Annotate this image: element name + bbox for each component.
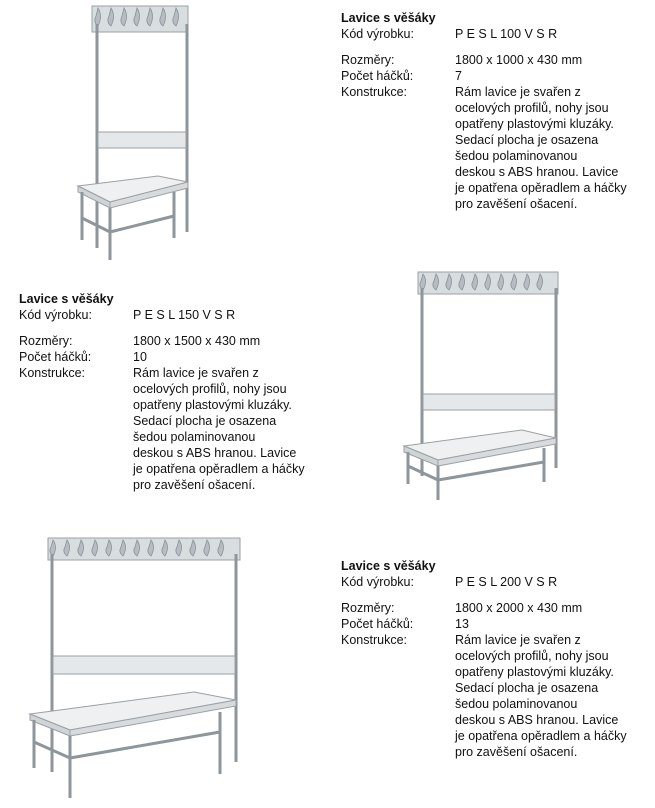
construction-text: Rám lavice je svařen z ocelových profilů, nohy jsou opatřeny plastovými kluzáky. Sedací plocha je osazena šedou polaminovanou deskou s ABS hranou. Lavice je opatřena opěradlem a háčky pro zavěšení ošacení. [133, 366, 305, 492]
bench-drawing-1 [70, 4, 200, 266]
hook-count: 7 [455, 69, 462, 83]
dimensions: 1800 x 1000 x 430 mm [455, 53, 583, 67]
spec-block-2 [19, 291, 349, 493]
code-label: Kód výrobku: [341, 575, 414, 589]
construction-label: Konstrukce: [19, 366, 86, 380]
coat-hooks-1 [92, 6, 188, 32]
coat-hooks-2 [418, 272, 558, 294]
construction-label: Konstrukce: [341, 633, 408, 647]
bench-image-1 [70, 4, 200, 266]
construction-text: Rám lavice je svařen z ocelových profilů, nohy jsou opatřeny plastovými kluzáky. Sedací plocha je osazena šedou polaminovanou deskou s ABS hranou. Lavice je opatřena opěradlem a háčky pro zavěšení ošacení. [455, 85, 627, 211]
bench-drawing-2 [398, 270, 570, 506]
dimensions: 1800 x 2000 x 430 mm [455, 601, 583, 615]
product-code: P E S L 150 V S R [133, 308, 236, 322]
spec-block-3 [341, 558, 646, 760]
dimensions: 1800 x 1500 x 430 mm [133, 334, 261, 348]
coat-hooks-3 [48, 538, 240, 560]
hooks-label: Počet háčků: [341, 617, 414, 631]
hooks-label: Počet háčků: [19, 350, 92, 364]
product-title: Lavice s věšáky [341, 11, 436, 25]
hooks-label: Počet háčků: [341, 69, 414, 83]
hook-count: 10 [133, 350, 147, 364]
bench-image-3 [24, 536, 246, 804]
hook-count: 13 [455, 617, 469, 631]
bench-image-2 [398, 270, 570, 506]
dims-label: Rozměry: [341, 601, 395, 615]
construction-label: Konstrukce: [341, 85, 408, 99]
product-code: P E S L 100 V S R [455, 27, 558, 41]
spec-block-1 [341, 10, 646, 212]
dims-label: Rozměry: [19, 334, 73, 348]
dims-label: Rozměry: [341, 53, 395, 67]
code-label: Kód výrobku: [341, 27, 414, 41]
product-code: P E S L 200 V S R [455, 575, 558, 589]
code-label: Kód výrobku: [19, 308, 92, 322]
product-title: Lavice s věšáky [19, 292, 114, 306]
bench-drawing-3 [24, 536, 246, 804]
product-title: Lavice s věšáky [341, 559, 436, 573]
construction-text: Rám lavice je svařen z ocelových profilů, nohy jsou opatřeny plastovými kluzáky. Sedací plocha je osazena šedou polaminovanou deskou s ABS hranou. Lavice je opatřena opěradlem a háčky pro zavěšení ošacení. [455, 633, 627, 759]
